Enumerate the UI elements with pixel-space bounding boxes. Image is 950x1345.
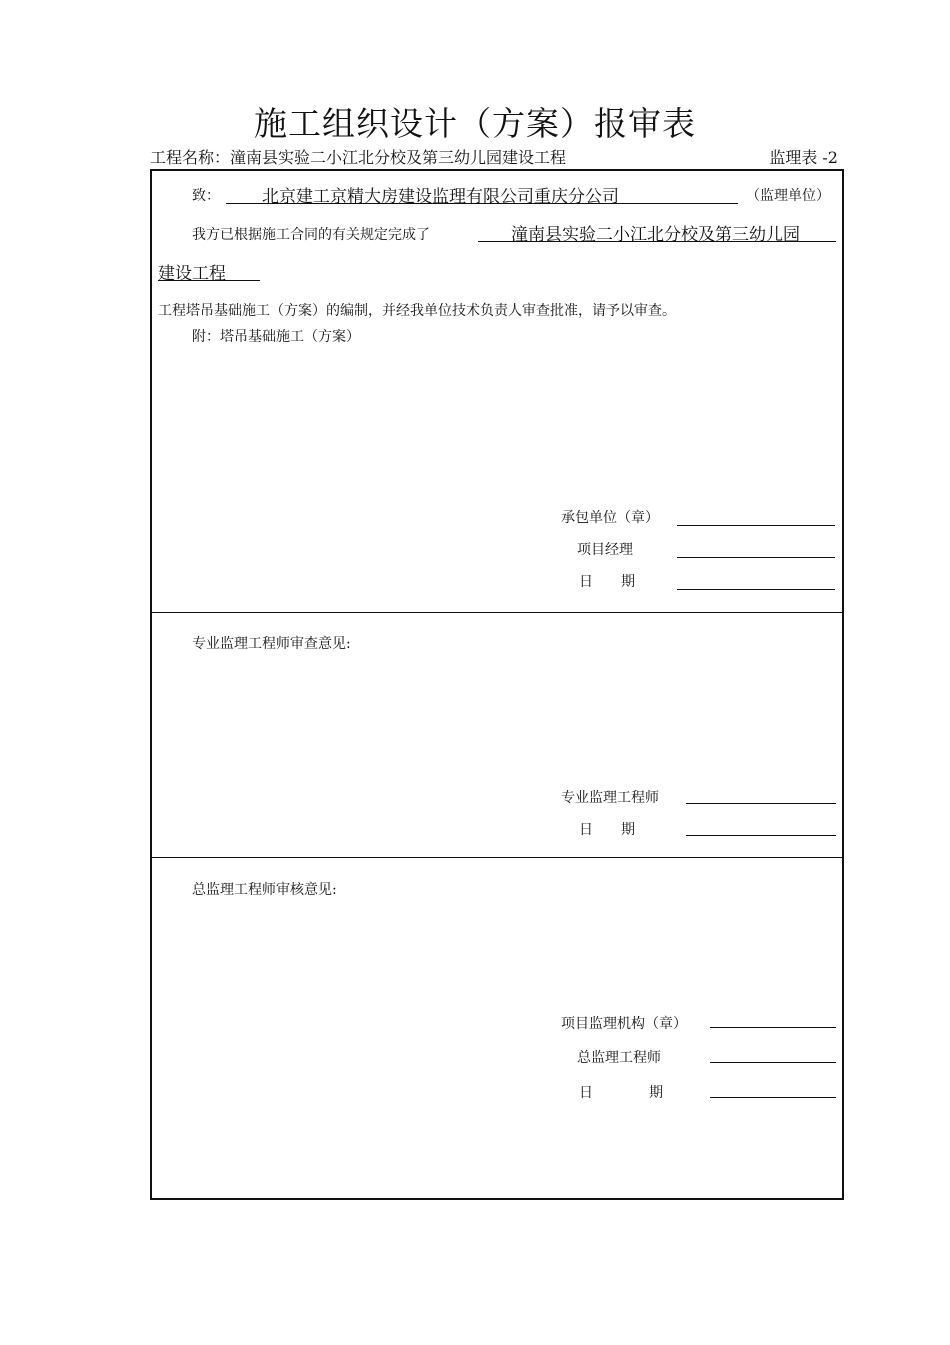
- org-seal-label: 项目监理机构（章）: [561, 1016, 687, 1032]
- project-field-part1[interactable]: 潼南县实验二小江北分校及第三幼儿园: [511, 225, 800, 245]
- to-label: 致：: [192, 188, 220, 204]
- form-number: 监理表 -2: [769, 148, 838, 167]
- date-label: 日 期: [579, 574, 635, 590]
- intro-text: 我方已根据施工合同的有关规定完成了: [192, 227, 430, 243]
- date-line[interactable]: [686, 835, 836, 836]
- engineer-signature-line[interactable]: [686, 803, 836, 804]
- attachment-text: 附：塔吊基础施工（方案）: [192, 329, 360, 345]
- chief-engineer-label: 总监理工程师: [577, 1050, 661, 1066]
- body-text: 工程塔吊基础施工（方案）的编制，并经我单位技术负责人审查批准，请予以审查。: [158, 303, 676, 319]
- engineer-label: 专业监理工程师: [561, 790, 659, 806]
- underline: [158, 280, 260, 281]
- page-title: 施工组织设计（方案）报审表: [254, 104, 696, 143]
- manager-label: 项目经理: [577, 542, 633, 558]
- underline: [226, 203, 738, 204]
- date-label: 日 期: [579, 822, 635, 838]
- chief-review-heading: 总监理工程师审核意见:: [192, 882, 337, 898]
- contractor-seal-line[interactable]: [677, 525, 835, 526]
- to-suffix: （监理单位）: [746, 188, 830, 204]
- form-table: [150, 169, 844, 1200]
- chief-signature-line[interactable]: [710, 1062, 836, 1063]
- project-field-part2[interactable]: 建设工程: [158, 264, 226, 284]
- engineer-review-heading: 专业监理工程师审查意见:: [192, 636, 351, 652]
- section-divider: [150, 612, 844, 613]
- contractor-seal-label: 承包单位（章）: [561, 510, 659, 526]
- project-name: 工程名称：潼南县实验二小江北分校及第三幼儿园建设工程: [150, 148, 567, 167]
- date-line[interactable]: [677, 589, 835, 590]
- supervision-unit-field[interactable]: 北京建工京精大房建设监理有限公司重庆分公司: [262, 187, 619, 207]
- date-line[interactable]: [710, 1097, 836, 1098]
- org-seal-line[interactable]: [710, 1027, 836, 1028]
- underline: [478, 241, 836, 242]
- section-divider: [150, 857, 844, 858]
- date-label: 日 期: [579, 1085, 663, 1101]
- manager-signature-line[interactable]: [677, 557, 835, 558]
